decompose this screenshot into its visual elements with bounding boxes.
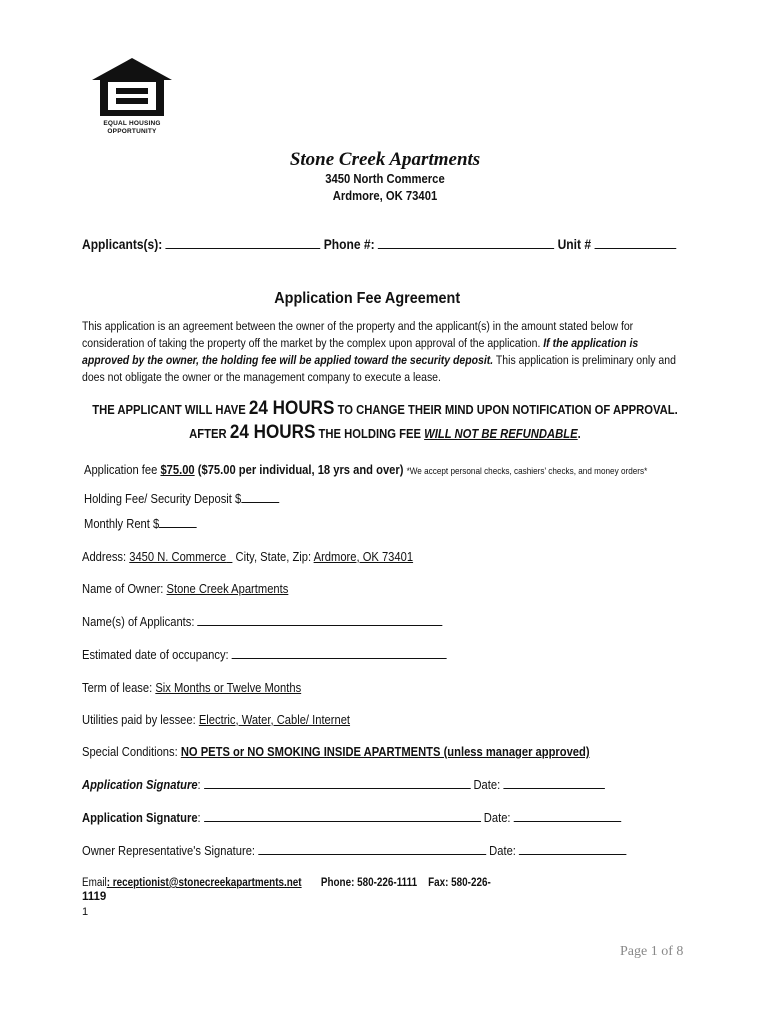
- fax-number: Fax: 580-226-: [428, 877, 491, 889]
- unit-field[interactable]: [594, 237, 676, 249]
- fax-number-cont: 1119: [82, 891, 107, 903]
- address-label: Address:: [82, 549, 127, 564]
- utilities-label: Utilities paid by lessee:: [82, 712, 196, 727]
- date-2-label: Date:: [483, 810, 511, 825]
- city-state-zip-label: City, State, Zip:: [235, 549, 312, 564]
- applicants-names-label: Name(s) of Applicants:: [82, 614, 195, 629]
- address-line1: 3450 North Commerce: [325, 172, 445, 186]
- owner-value: Stone Creek Apartments: [166, 581, 289, 596]
- app-fee-value: $75.00: [160, 462, 195, 477]
- application-fee-row: [84, 462, 647, 477]
- address-row: [82, 549, 413, 564]
- signature-row-1: Application Signature: Date:: [82, 777, 605, 792]
- owner-signature-label: Owner Representative's Signature:: [82, 843, 256, 858]
- date-1-field[interactable]: [503, 777, 604, 789]
- contact-line: [82, 876, 495, 890]
- logo-caption: [82, 120, 182, 136]
- phone-number: Phone: 580-226-1111: [320, 877, 418, 889]
- occupancy-field[interactable]: [232, 647, 447, 659]
- page-number: 1: [82, 906, 89, 918]
- applicants-label: Applicants(s):: [82, 236, 163, 252]
- para-part1: This application is an agreement between the owner of the property and the applicant(s) in the amount stated below for consideration of taking the property off the market by the complex upon approval of the application.: [82, 319, 634, 350]
- monthly-rent-row: [84, 516, 197, 531]
- signature-row-2: Application Signature: Date:: [82, 810, 621, 825]
- city-state-zip-value: Ardmore, OK 73401: [313, 549, 414, 564]
- warning-hours-1: 24 HOURS: [248, 398, 335, 419]
- warning-line1: [39, 398, 732, 420]
- date-2-field[interactable]: [514, 810, 622, 822]
- date-3-field[interactable]: [519, 843, 627, 855]
- company-title: Stone Creek Apartments: [289, 149, 481, 170]
- signature-1-label: Application Signature: [82, 777, 198, 792]
- occupancy-row: [82, 647, 447, 662]
- signature-2-field[interactable]: [204, 810, 481, 822]
- logo-caption-line1: EQUAL HOUSING: [103, 120, 161, 127]
- monthly-rent-label: Monthly Rent $: [84, 516, 160, 531]
- date-1-label: Date:: [473, 777, 501, 792]
- owner-signature-field[interactable]: [258, 843, 486, 855]
- occupancy-label: Estimated date of occupancy:: [82, 647, 229, 662]
- applicants-names-field[interactable]: [198, 614, 443, 626]
- monthly-rent-field[interactable]: [159, 516, 197, 528]
- phone-label: Phone #:: [323, 236, 375, 252]
- date-3-label: Date:: [489, 843, 516, 858]
- term-row: [82, 680, 301, 695]
- email-label: Email: [82, 877, 107, 889]
- signature-2-label: Application Signature: [82, 810, 198, 825]
- holding-fee-field[interactable]: [241, 491, 279, 503]
- applicant-line: [82, 236, 676, 252]
- special-conditions-label: Special Conditions:: [82, 744, 178, 759]
- email-value[interactable]: : receptionist@stonecreekapartments.net: [106, 877, 302, 889]
- phone-field[interactable]: [378, 237, 554, 249]
- utilities-row: [82, 712, 350, 727]
- address-line2: Ardmore, OK 73401: [332, 189, 438, 203]
- owner-row: [82, 581, 288, 596]
- warning-line1-post: TO CHANGE THEIR MIND UPON NOTIFICATION OF APPROVAL.: [337, 403, 678, 417]
- warning-hours-2: 24 HOURS: [229, 422, 316, 443]
- signature-1-field[interactable]: [204, 777, 471, 789]
- agreement-heading: Application Fee Agreement: [274, 290, 461, 307]
- utilities-value: Electric, Water, Cable/ Internet: [198, 712, 351, 727]
- warning-line2: [39, 422, 732, 444]
- warning-line2-end: .: [577, 427, 581, 441]
- applicants-field[interactable]: [166, 237, 321, 249]
- para-part2: This application is preliminary only and does not obligate the owner or the management company to execute a lease.: [82, 353, 676, 384]
- owner-signature-row: [82, 843, 627, 858]
- logo-caption-line2: OPPORTUNITY: [107, 128, 157, 135]
- warning-line1-pre: THE APPLICANT WILL HAVE: [92, 403, 246, 417]
- owner-label: Name of Owner:: [82, 581, 164, 596]
- applicants-names-row: [82, 614, 443, 629]
- app-fee-note: *We accept personal checks, cashiers' checks, and money orders*: [406, 466, 648, 477]
- special-conditions-row: [82, 744, 590, 759]
- term-value: Six Months or Twelve Months: [155, 680, 302, 695]
- holding-fee-row: [84, 491, 279, 506]
- warning-line2-pre: AFTER: [189, 427, 227, 441]
- agreement-paragraph: [82, 318, 684, 386]
- unit-label: Unit #: [557, 236, 592, 252]
- page-of-label: Page 1 of 8: [620, 944, 684, 959]
- contact-footer: [82, 876, 562, 904]
- term-label: Term of lease:: [82, 680, 153, 695]
- special-conditions-value: NO PETS or NO SMOKING INSIDE APARTMENTS (unless manager approved): [180, 744, 590, 759]
- warning-line2-mid: THE HOLDING FEE: [318, 427, 421, 441]
- para-bold: If the application is approved by the owner, the holding fee will be applied toward the security deposit.: [82, 336, 639, 367]
- warning-not-refundable: WILL NOT BE REFUNDABLE: [424, 427, 578, 441]
- app-fee-detail: ($75.00 per individual, 18 yrs and over): [197, 462, 404, 477]
- holding-fee-label: Holding Fee/ Security Deposit $: [84, 491, 242, 506]
- app-fee-label: Application fee: [84, 462, 158, 477]
- address-value: 3450 N. Commerce: [129, 549, 227, 564]
